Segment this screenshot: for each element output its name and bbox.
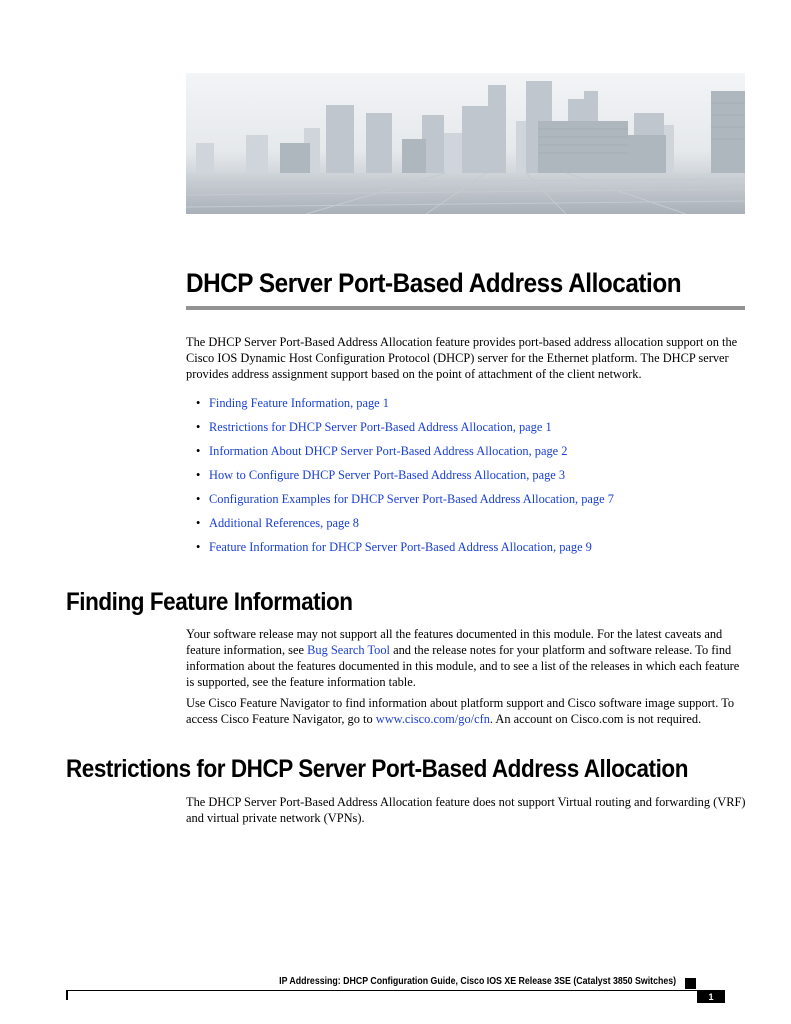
- toc-item: [196, 515, 614, 539]
- toc-link[interactable]: Configuration Examples for DHCP Server Port-Based Address Allocation, page 7: [209, 492, 614, 506]
- bullet: •: [196, 492, 201, 506]
- toc-link[interactable]: Restrictions for DHCP Server Port-Based Address Allocation, page 1: [209, 420, 552, 434]
- city-skyline-photo: [186, 73, 745, 214]
- banner-image: [186, 73, 745, 214]
- footer-guide-title: IP Addressing: DHCP Configuration Guide, Cisco IOS XE Release 3SE (Catalyst 3850 Switches): [279, 976, 676, 987]
- bullet: •: [196, 420, 201, 434]
- restrictions-paragraph: The DHCP Server Port-Based Address Allocation feature does not support Virtual routing and forwarding (VRF) and virtual private network (VPNs).: [186, 795, 746, 825]
- footer-block: [685, 978, 696, 989]
- page-number: 1: [697, 991, 725, 1003]
- toc-item: [196, 539, 614, 563]
- bullet: •: [196, 468, 201, 482]
- intro-paragraph: The DHCP Server Port-Based Address Allocation feature provides port-based address allocation support on the Cisco IOS Dynamic Host Configuration Protocol (DHCP) server for the Ethernet platform. The DHCP server provides address assignment support based on the point of attachment of the client network.: [186, 335, 738, 381]
- toc-item: [196, 491, 614, 515]
- toc-link[interactable]: Finding Feature Information, page 1: [209, 396, 389, 410]
- bullet: •: [196, 444, 201, 458]
- bullet: •: [196, 540, 201, 554]
- finding-feature-paragraph-2: Use Cisco Feature Navigator to find information about platform support and Cisco software image support. To access Cisco Feature Navigator, go to www.cisco.com/go/cfn. An account on Cisco.com is not required.: [186, 696, 735, 726]
- toc-item: [196, 467, 614, 491]
- toc-link[interactable]: Feature Information for DHCP Server Port-Based Address Allocation, page 9: [209, 540, 592, 554]
- footer-rule: [66, 990, 725, 991]
- toc-item: [196, 395, 614, 419]
- section-heading-finding-feature-information: Finding Feature Information: [66, 588, 353, 616]
- toc-item: [196, 419, 614, 443]
- cisco-cfn-link[interactable]: www.cisco.com/go/cfn: [375, 712, 490, 726]
- toc-list: [196, 395, 614, 563]
- title-rule: [186, 306, 745, 310]
- page-title: DHCP Server Port-Based Address Allocation: [186, 268, 682, 298]
- footer-mark: [66, 991, 68, 1000]
- toc-link[interactable]: Additional References, page 8: [209, 516, 360, 530]
- bug-search-tool-link[interactable]: Bug Search Tool: [307, 643, 390, 657]
- toc-link[interactable]: How to Configure DHCP Server Port-Based Address Allocation, page 3: [209, 468, 566, 482]
- bullet: •: [196, 516, 201, 530]
- bullet: •: [196, 396, 201, 410]
- toc-item: [196, 443, 614, 467]
- section-heading-restrictions: Restrictions for DHCP Server Port-Based Address Allocation: [66, 755, 688, 783]
- toc-link[interactable]: Information About DHCP Server Port-Based Address Allocation, page 2: [209, 444, 568, 458]
- finding-feature-paragraph-1: Your software release may not support all the features documented in this module. For the latest caveats and feature information, see Bug Search Tool and the release notes for your platform and software release. To find information about the features documented in this module, and to see a list of the releases in which each feature is supported, see the feature information table.: [186, 627, 740, 689]
